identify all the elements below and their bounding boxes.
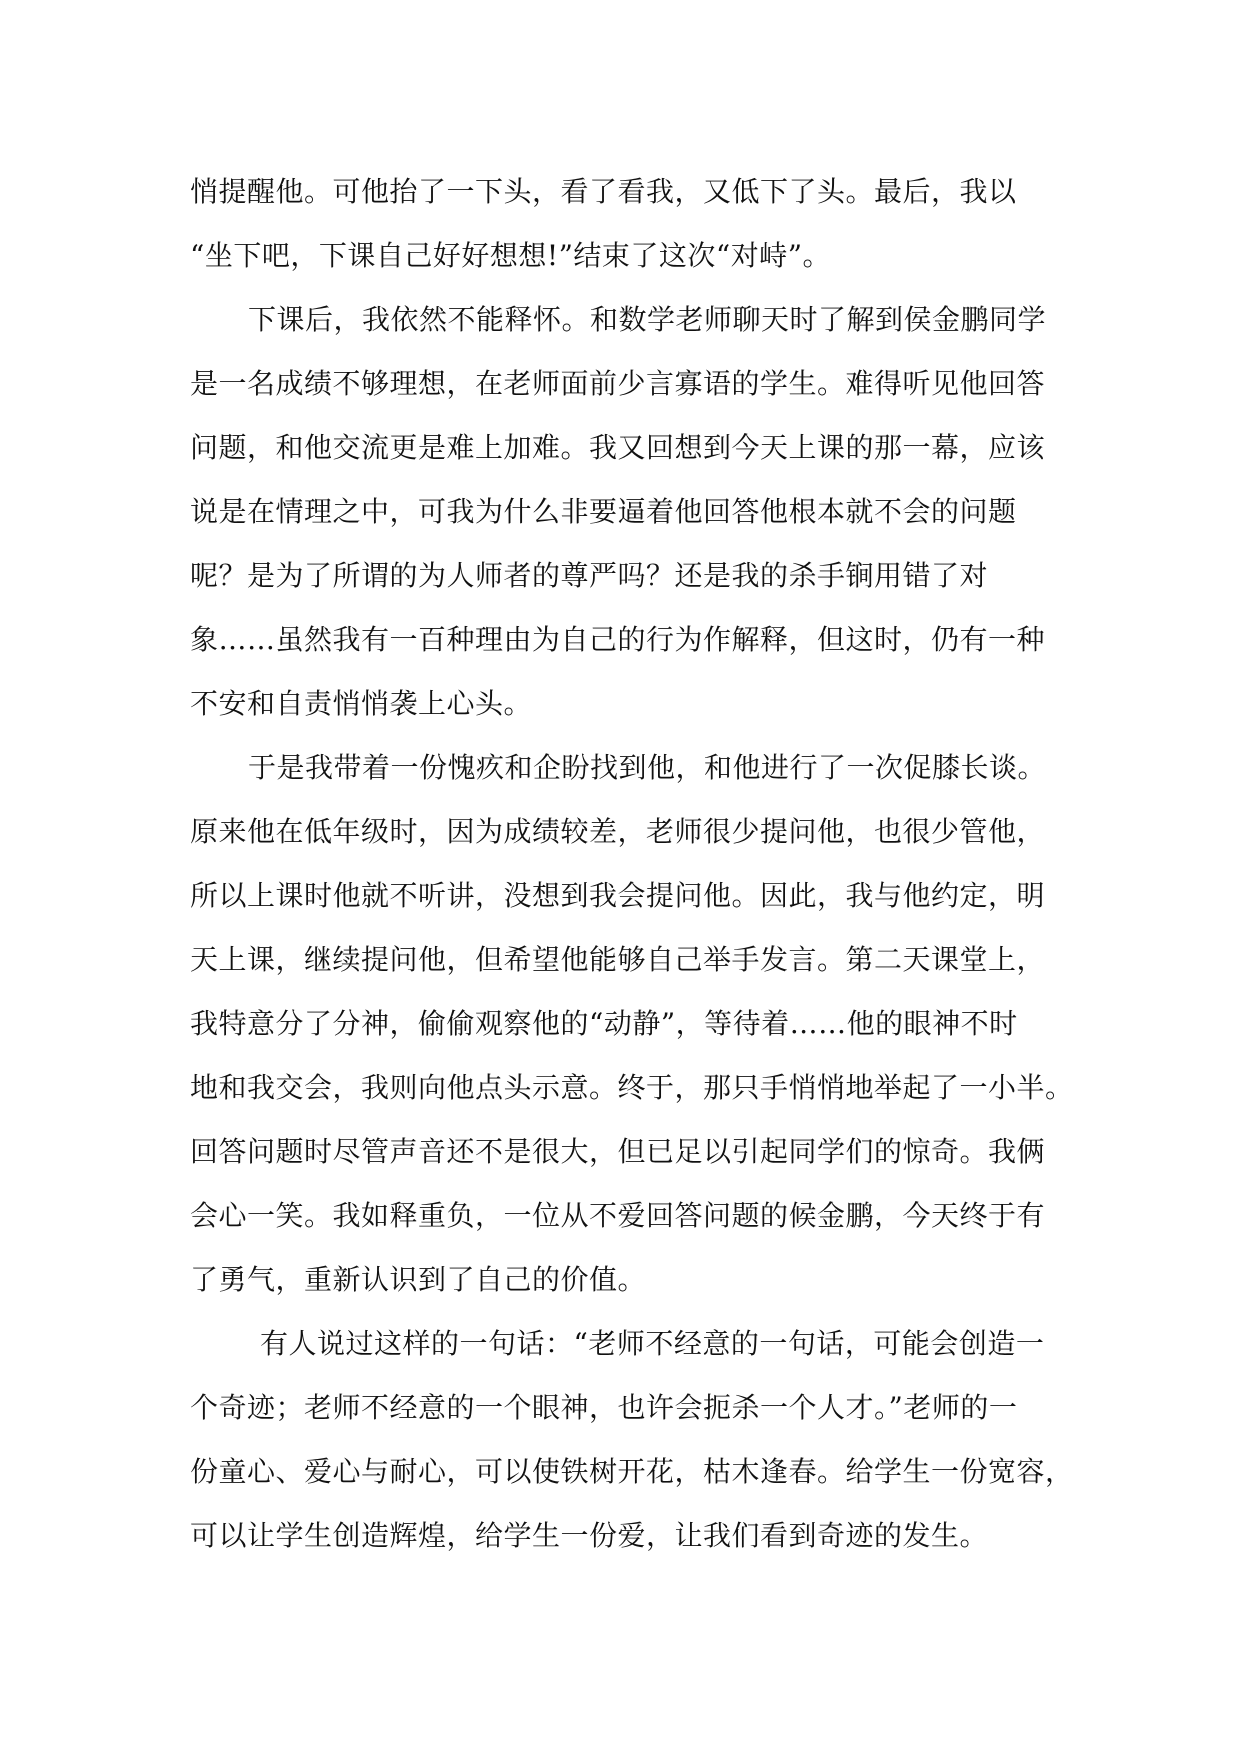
- text-line: 天上课，继续提问他，但希望他能够自己举手发言。第二天课堂上，: [190, 943, 1046, 976]
- text-line: 是一名成绩不够理想，在老师面前少言寡语的学生。难得听见他回答: [190, 367, 1046, 400]
- text-line: 所以上课时他就不听讲，没想到我会提问他。因此，我与他约定，明: [190, 879, 1046, 912]
- paragraph-4: [190, 1312, 1074, 1568]
- text-line: 问题，和他交流更是难上加难。我又回想到今天上课的那一幕，应该: [190, 431, 1046, 464]
- text-line: “坐下吧，下课自己好好想想!”结束了这次“对峙”。: [190, 239, 832, 272]
- text-line: 说是在情理之中，可我为什么非要逼着他回答他根本就不会的问题: [190, 495, 1017, 528]
- text-line: 象……虽然我有一百种理由为自己的行为作解释，但这时，仍有一种: [190, 623, 1046, 656]
- text-line: 悄提醒他。可他抬了一下头，看了看我，又低下了头。最后，我以: [190, 175, 1017, 208]
- text-line: 原来他在低年级时，因为成绩较差，老师很少提问他，也很少管他，: [190, 815, 1046, 848]
- text-line: 有人说过这样的一句话：“老师不经意的一句话，可能会创造一: [260, 1327, 1045, 1360]
- text-line: 回答问题时尽管声音还不是很大，但已足以引起同学们的惊奇。我俩: [190, 1135, 1046, 1168]
- text-line: 呢？是为了所谓的为人师者的尊严吗？还是我的杀手锏用错了对: [190, 559, 989, 592]
- paragraph-2: [190, 288, 1070, 736]
- text-line: 下课后，我依然不能释怀。和数学老师聊天时了解到侯金鹏同学: [248, 303, 1047, 336]
- text-line: 地和我交会，我则向他点头示意。终于，那只手悄悄地举起了一小半。: [190, 1071, 1074, 1104]
- text-line: 不安和自责悄悄袭上心头。: [190, 687, 533, 720]
- text-line: 了勇气，重新认识到了自己的价值。: [190, 1263, 647, 1296]
- text-line: 会心一笑。我如释重负，一位从不爱回答问题的候金鹏，今天终于有: [190, 1199, 1046, 1232]
- paragraph-3: [190, 736, 1074, 1312]
- text-line: 于是我带着一份愧疚和企盼找到他，和他进行了一次促膝长谈。: [248, 751, 1047, 784]
- text-line: 可以让学生创造辉煌，给学生一份爱，让我们看到奇迹的发生。: [190, 1519, 989, 1552]
- text-line: 个奇迹；老师不经意的一个眼神，也许会扼杀一个人才。”老师的一: [190, 1391, 1018, 1424]
- text-line: 我特意分了分神，偷偷观察他的“动静”，等待着……他的眼神不时: [190, 1007, 1018, 1040]
- document-body: [190, 160, 1074, 1568]
- text-line: 份童心、爱心与耐心，可以使铁树开花，枯木逢春。给学生一份宽容，: [190, 1455, 1074, 1488]
- paragraph-1: [190, 160, 1070, 288]
